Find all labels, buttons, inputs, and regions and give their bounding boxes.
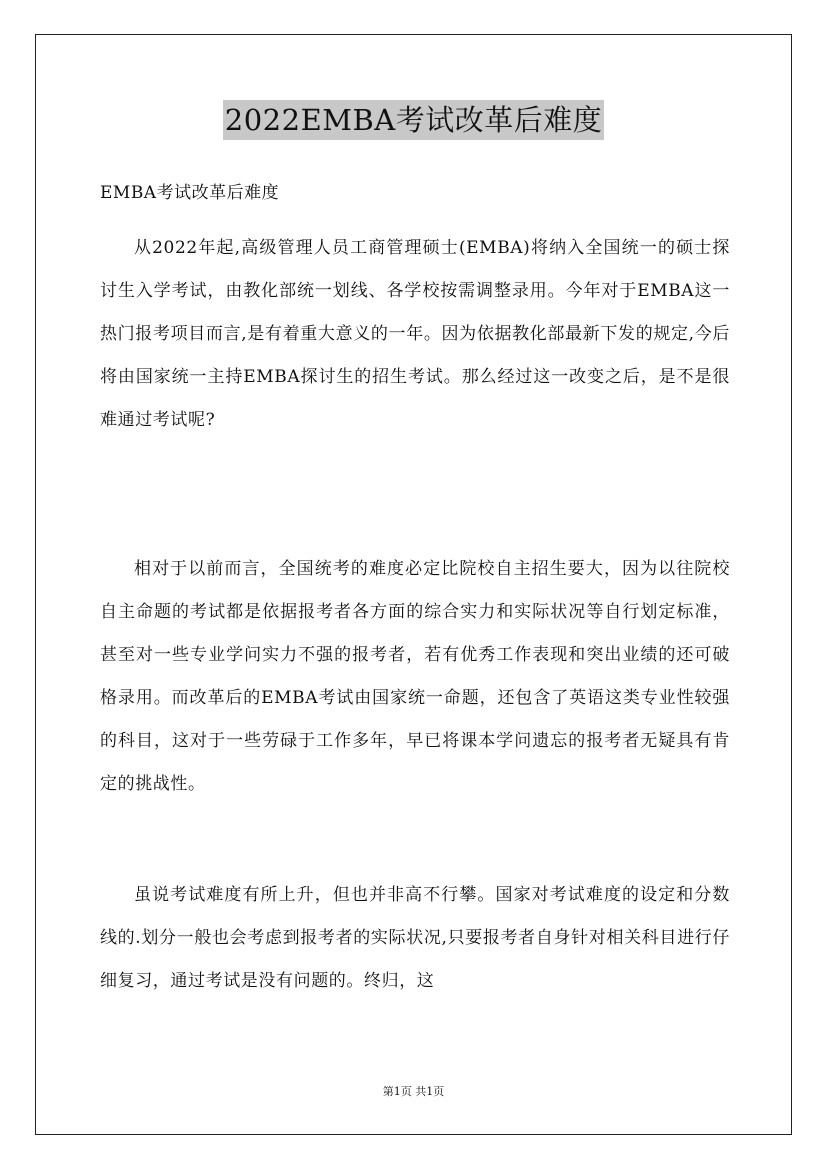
title-container xyxy=(0,100,827,140)
paragraph-2: 相对于以前而言，全国统考的难度必定比院校自主招生要大，因为以往院校自主命题的考试都是依据报考者各方面的综合实力和实际状况等自行划定标准，甚至对一些专业学问实力不强的报考者，若有优秀工作表现和突出业绩的还可破格录用。而改革后的EMBA考试由国家统一命题，还包含了英语这类专业性较强的科目，这对于一些劳碌于工作多年，早已将课本学问遗忘的报考者无疑具有肯定的挑战性。 xyxy=(100,559,730,794)
document-title: 2022EMBA考试改革后难度 xyxy=(223,100,604,140)
paragraph-1: 从2022年起,高级管理人员工商管理硕士(EMBA)将纳入全国统一的硕士探讨生入学考试，由教化部统一划线、各学校按需调整录用。今年对于EMBA这一热门报考项目而言,是有着重大意义的一年。因为依据教化部最新下发的规定,今后将由国家统一主持EMBA探讨生的招生考试。那么经过这一改变之后，是不是很难通过考试呢? xyxy=(100,238,730,430)
document-subtitle: EMBA考试改革后难度 xyxy=(100,183,280,203)
paragraph-3: 虽说考试难度有所上升，但也并非高不行攀。国家对考试难度的设定和分数线的.划分一般也会考虑到报考者的实际状况,只要报考者自身针对相关科目进行仔细复习，通过考试是没有问题的。终归，这 xyxy=(100,885,730,991)
page-number-footer: 第1页 共1页 xyxy=(382,1085,445,1098)
